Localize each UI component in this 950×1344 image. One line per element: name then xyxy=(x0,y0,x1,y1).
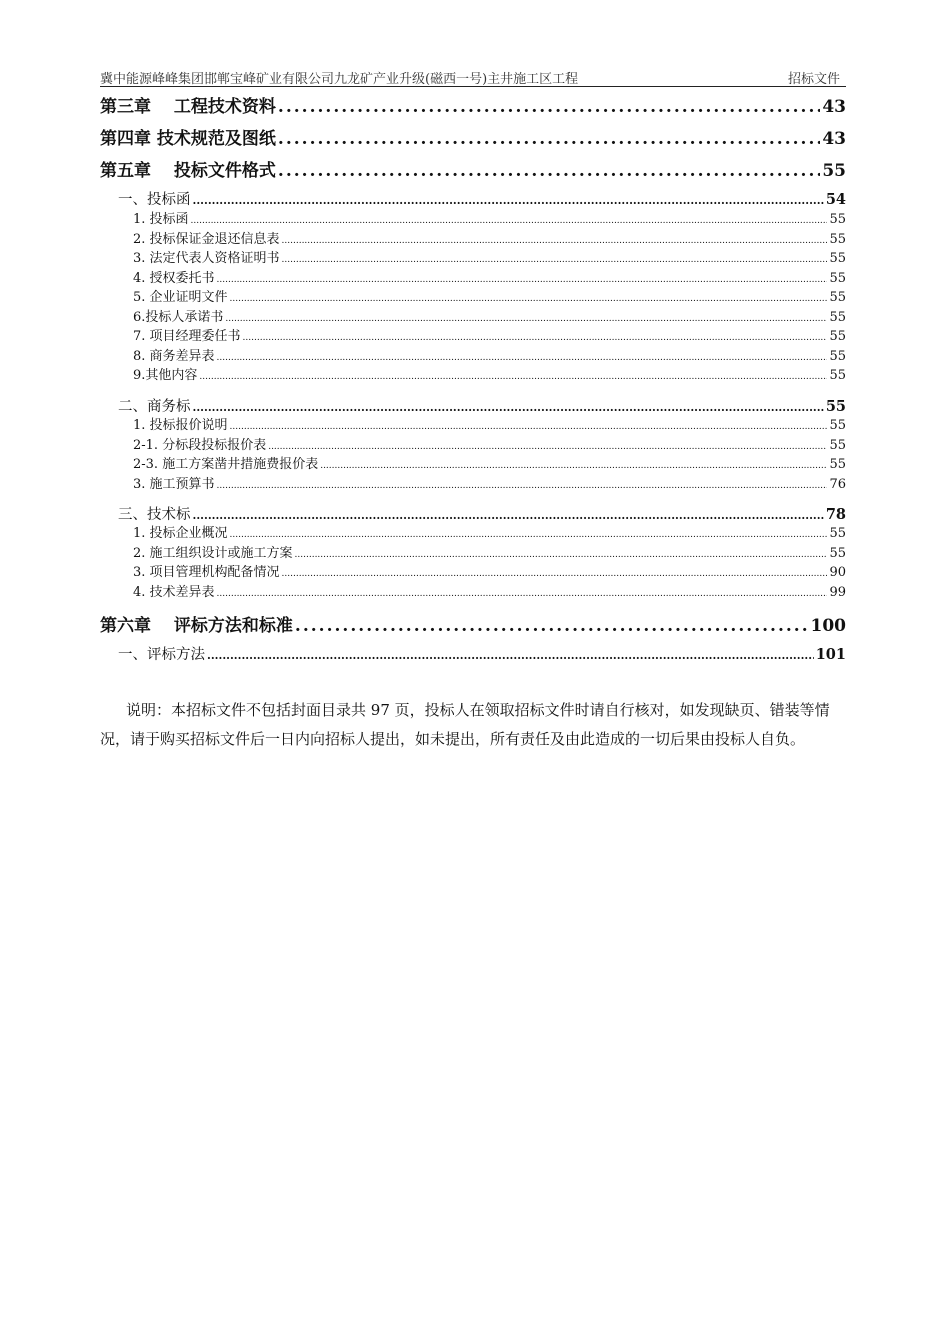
toc-entry-label: 1. 投标企业概况 xyxy=(133,526,228,541)
dot-leader xyxy=(217,353,828,363)
toc-page-number: 55 xyxy=(829,349,846,364)
dot-leader xyxy=(217,275,828,285)
toc-item-row[interactable] xyxy=(100,247,846,266)
toc-page-number: 90 xyxy=(829,565,846,580)
toc-page-number: 54 xyxy=(825,191,846,208)
toc-entry-label: 1. 投标函 xyxy=(133,212,189,227)
toc-entry-label: 第五章 投标文件格式 xyxy=(100,161,276,181)
toc-page-number: 76 xyxy=(829,477,846,492)
toc-entry-label: 3. 法定代表人资格证明书 xyxy=(133,251,280,266)
toc-item-row[interactable] xyxy=(100,325,846,344)
header-doc-type: 招标文件 xyxy=(787,72,840,87)
dot-leader xyxy=(230,422,828,432)
toc-item-row[interactable] xyxy=(100,522,846,541)
toc-page-number: 100 xyxy=(810,616,846,636)
toc-page-number: 78 xyxy=(825,506,846,523)
toc-item-row[interactable] xyxy=(100,473,846,492)
page-header xyxy=(100,68,846,87)
toc-entry-label: 二、商务标 xyxy=(118,399,191,415)
toc-chapter-row[interactable] xyxy=(100,92,846,117)
toc-chapter-row[interactable] xyxy=(100,156,846,181)
dot-leader xyxy=(295,550,828,560)
dot-leader xyxy=(217,481,828,491)
toc-page-number: 55 xyxy=(829,368,846,383)
toc-page-number: 43 xyxy=(822,129,846,149)
toc-entry-label: 3. 项目管理机构配备情况 xyxy=(133,565,280,580)
toc-section-row[interactable] xyxy=(100,643,846,664)
toc-page-number: 55 xyxy=(829,310,846,325)
toc-page-number: 55 xyxy=(822,161,846,181)
dot-leader xyxy=(193,399,824,415)
toc-item-row[interactable] xyxy=(100,364,846,383)
note-paragraph: 说明：本招标文件不包括封面目录共 97 页，投标人在领取招标文件时请自行核对，如发现缺页、错装等情况，请于购买招标文件后一日内向招标人提出，如未提出，所有责任及由此造成的一切后果由投标人自负。 xyxy=(100,701,830,748)
dot-leader xyxy=(230,530,828,540)
toc-item-row[interactable] xyxy=(100,345,846,364)
dot-leader xyxy=(217,589,828,599)
toc-entry-label: 第六章 评标方法和标准 xyxy=(100,616,293,636)
toc-entry-label: 2-1. 分标段投标报价表 xyxy=(133,438,267,453)
dot-leader xyxy=(225,314,827,324)
dot-leader xyxy=(207,647,814,663)
dot-leader xyxy=(230,294,828,304)
toc-item-row[interactable] xyxy=(100,434,846,453)
toc-page-number: 55 xyxy=(829,290,846,305)
dot-leader xyxy=(282,236,828,246)
dot-leader xyxy=(320,461,827,471)
toc-page-number: 55 xyxy=(829,546,846,561)
toc-page-number: 55 xyxy=(825,398,846,415)
dot-leader xyxy=(282,255,828,265)
toc-item-row[interactable] xyxy=(100,306,846,325)
toc-item-row[interactable] xyxy=(100,414,846,433)
dot-leader xyxy=(268,442,827,452)
toc-entry-label: 1. 投标报价说明 xyxy=(133,418,228,433)
toc-page-number: 55 xyxy=(829,271,846,286)
toc-page-number: 55 xyxy=(829,251,846,266)
dot-leader xyxy=(278,97,820,117)
toc-entry-label: 三、技术标 xyxy=(118,507,191,523)
dot-leader xyxy=(278,129,820,149)
toc-entry-label: 7. 项目经理委任书 xyxy=(133,329,241,344)
toc-page-number: 55 xyxy=(829,232,846,247)
toc-section-row[interactable] xyxy=(100,503,846,524)
toc-entry-label: 第三章 工程技术资料 xyxy=(100,97,276,117)
dot-leader xyxy=(193,192,824,208)
toc-item-row[interactable] xyxy=(100,267,846,286)
toc-entry-label: 6.投标人承诺书 xyxy=(133,310,224,325)
toc-item-row[interactable] xyxy=(100,453,846,472)
toc-page-number: 55 xyxy=(829,329,846,344)
toc-page-number: 55 xyxy=(829,438,846,453)
toc-page-number: 55 xyxy=(829,418,846,433)
dot-leader xyxy=(243,333,828,343)
toc-item-row[interactable] xyxy=(100,561,846,580)
toc-entry-label: 4. 授权委托书 xyxy=(133,271,215,286)
toc-entry-label: 第四章 技术规范及图纸 xyxy=(100,129,276,149)
toc-entry-label: 2. 投标保证金退还信息表 xyxy=(133,232,280,247)
toc-item-row[interactable] xyxy=(100,542,846,561)
toc-page-number: 101 xyxy=(815,646,846,663)
toc-chapter-row[interactable] xyxy=(100,611,846,636)
toc-entry-label: 一、投标函 xyxy=(118,192,191,208)
dot-leader xyxy=(191,216,828,226)
dot-leader xyxy=(193,507,824,523)
toc-item-row[interactable] xyxy=(100,581,846,600)
toc-item-row[interactable] xyxy=(100,208,846,227)
toc-page-number: 99 xyxy=(829,585,846,600)
toc-entry-label: 2-3. 施工方案凿井措施费报价表 xyxy=(133,457,319,472)
toc-chapter-row[interactable] xyxy=(100,124,846,149)
toc-entry-label: 一、评标方法 xyxy=(118,647,205,663)
toc-item-row[interactable] xyxy=(100,228,846,247)
toc-entry-label: 9.其他内容 xyxy=(133,368,198,383)
toc-entry-label: 4. 技术差异表 xyxy=(133,585,215,600)
dot-leader xyxy=(282,569,828,579)
toc-page-number: 55 xyxy=(829,212,846,227)
toc-section-row[interactable] xyxy=(100,395,846,416)
dot-leader xyxy=(199,372,827,382)
toc-entry-label: 8. 商务差异表 xyxy=(133,349,215,364)
header-project-title: 冀中能源峰峰集团邯郸宝峰矿业有限公司九龙矿产业升级(磁西一号)主井施工区工程 xyxy=(100,72,579,87)
toc-entry-label: 3. 施工预算书 xyxy=(133,477,215,492)
toc-item-row[interactable] xyxy=(100,286,846,305)
dot-leader xyxy=(278,161,820,181)
toc-page-number: 43 xyxy=(822,97,846,117)
toc-page-number: 55 xyxy=(829,526,846,541)
toc-entry-label: 2. 施工组织设计或施工方案 xyxy=(133,546,293,561)
dot-leader xyxy=(295,616,809,636)
toc-page-number: 55 xyxy=(829,457,846,472)
toc-section-row[interactable] xyxy=(100,188,846,209)
toc-entry-label: 5. 企业证明文件 xyxy=(133,290,228,305)
